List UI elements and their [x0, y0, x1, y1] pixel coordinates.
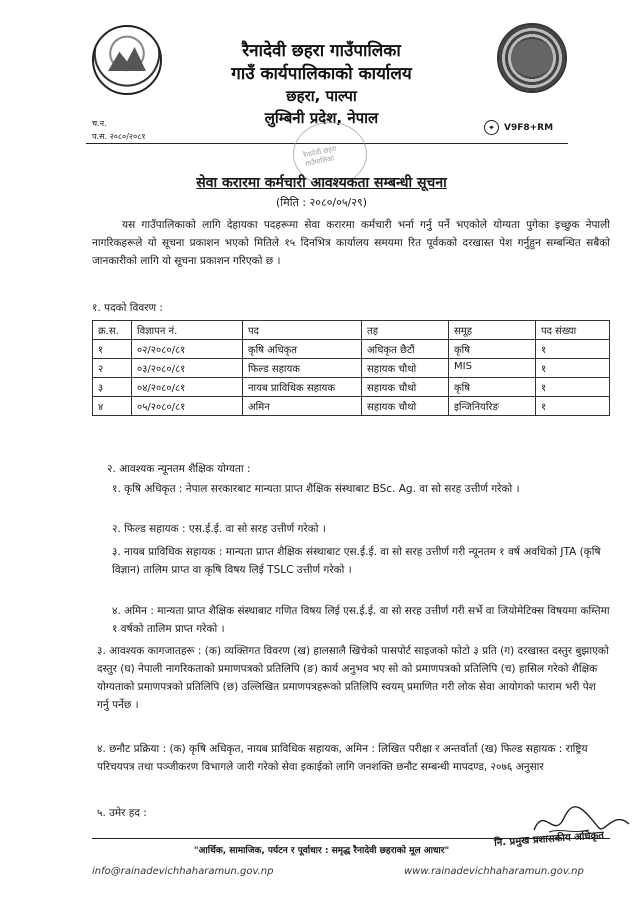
table-cell: ०५/२०८०/८१: [132, 397, 243, 416]
letter-number-label: प.स. २०८०/२०८१: [92, 132, 146, 141]
table-cell: अमिन: [243, 397, 362, 416]
table-cell: १: [536, 359, 610, 378]
table-cell: कृषि: [449, 340, 536, 359]
table-cell: कृषि अधिकृत: [243, 340, 362, 359]
footer-email: info@rainadevichhaharamun.gov.np: [92, 866, 274, 877]
table-cell: फिल्ड सहायक: [243, 359, 362, 378]
qualification-item: ३. नायब प्राविधिक सहायक : मान्यता प्राप्त शैक्षिक संस्थाबाट एस.ई.ई. वा सो सरह उत्तीर्ण गरी न्यूनतम १ वर्ष अवधिको JTA (कृषि विज्ञान) तालिम प्राप्त वा कृषि विषय लिई TSLC उत्तीर्ण गरेको ।: [112, 546, 601, 576]
documents-required: ३. आवश्यक कागजातहरू : (क) व्यक्तिगत विवरण (ख) हालसालै खिचेको पासपोर्ट साइजको फोटो ३ प्रति (ग) दरखास्त दस्तुर बुझाएको दस्तुर (घ) नेपाली नागरिकताको प्रमाणपत्रको प्रतिलिपि (ङ) कार्य अनुभव भए सो को प्रमाणपत्रको प्रतिलिपि (च) हासिल गरेको शैक्षिक योग्यताको प्रमाणपत्रको प्रतिलिपि (छ) उल्लिखित प्रमाणपत्रहरूको प्रतिलिपि स्वयम् प्रमाणित गरी लोक सेवा आयोगको फाराम भरी पेश गर्नु पर्नेछ ।: [97, 645, 609, 711]
table-row: [93, 359, 610, 378]
notice-date: (मिति : २०८०/०५/२९): [276, 196, 367, 209]
table-cell: २: [93, 359, 132, 378]
notice-intro: यस गाउँपालिकाको लागि देहायका पदहरूमा सेवा करारमा कर्मचारी भर्ना गर्नु पर्ने भएकोले योग्यता पुगेका इच्छुक नेपाली नागरिकहरूले यो सूचना प्रकाशन भएको मितिले १५ दिनभित्र कार्यालय समयमा रित पूर्वकको दरखास्त पेश गर्नुहुन सम्बन्धित सबैको जानकारीको लागि यो सूचना प्रकाशन गरिएको छ ।: [92, 219, 610, 267]
table-cell: १: [536, 340, 610, 359]
table-header-row: [93, 321, 610, 340]
province-name: लुम्बिनी प्रदेश, नेपाल: [264, 109, 379, 127]
table-cell: १: [536, 378, 610, 397]
footer-slogan: "आर्थिक, सामाजिक, पर्यटन र पूर्वाधार : समृद्ध रैनादेवी छहराको मूल आधार": [193, 846, 450, 856]
table-cell: ०३/२०८०/८१: [132, 359, 243, 378]
table-cell: १: [93, 340, 132, 359]
age-limit-heading: ५. उमेर हद :: [97, 807, 147, 819]
col-level: तह: [362, 321, 449, 340]
office-stamp: रैनादेवी छहरा गाउँपालिका: [293, 122, 367, 186]
table-cell: अधिकृत छैटौं: [362, 340, 449, 359]
table-cell: सहायक चौथो: [362, 378, 449, 397]
section1-heading: १. पदको विवरण :: [92, 302, 163, 314]
qualification-item: ४. अमिन : मान्यता प्राप्त शैक्षिक संस्थाबाट गणित विषय लिई एस.ई.ई. वा सो सरह उत्तीर्ण गरी सर्भे वा जियोमेटिक्स विषयमा कम्तिमा १ वर्षको तालिम प्राप्त गरेको ।: [112, 605, 610, 635]
table-cell: सहायक चौथो: [362, 397, 449, 416]
table-cell: इन्जिनियरिङ: [449, 397, 536, 416]
table-cell: ०२/२०८०/८१: [132, 340, 243, 359]
col-post: पद: [243, 321, 362, 340]
table-cell: कृषि: [449, 378, 536, 397]
location-pin-icon: ⌖: [484, 120, 499, 135]
table-cell: ४: [93, 397, 132, 416]
table-cell: १: [536, 397, 610, 416]
footer-website: www.rainadevichhaharamun.gov.np: [404, 866, 584, 877]
col-sn: क्र.स.: [93, 321, 132, 340]
section2-heading: २. आवश्यक न्यूनतम शैक्षिक योग्यता :: [107, 463, 251, 475]
col-count: पद संख्या: [536, 321, 610, 340]
notice-title: सेवा करारमा कर्मचारी आवश्यकता सम्बन्धी सूचना: [196, 175, 447, 191]
footer-divider: [92, 838, 610, 839]
table-row: [93, 378, 610, 397]
signatory-title: नि. प्रमुख प्रशासकीय अधिकृत: [493, 830, 605, 849]
selection-process: ४. छनौट प्रक्रिया : (क) कृषि अधिकृत, नायब प्राविधिक सहायक, अमिन : लिखित परीक्षा र अन्तर्वार्ता (ख) फिल्ड सहायक : राष्ट्रिय परिचयपत्र तथा पञ्जीकरण विभागले जारी गरेको सेवा इकाईको लागि जनशक्ति छनौट सम्बन्धी मापदण्ड, २०७६ अनुसार: [97, 743, 588, 773]
table-cell: ०४/२०८०/८१: [132, 378, 243, 397]
table-cell: ३: [93, 378, 132, 397]
col-group: समूह: [449, 321, 536, 340]
reference-numbers: [92, 117, 146, 143]
qualification-item: १. कृषि अधिकृत : नेपाल सरकारबाट मान्यता प्राप्त शैक्षिक संस्थाबाट BSc. Ag. वा सो सरह उत्तीर्ण गरेको ।: [112, 483, 520, 495]
table-row: [93, 397, 610, 416]
plus-code-text: V9F8+RM: [504, 122, 554, 133]
dispatch-number-label: च.न.: [92, 119, 107, 128]
qualification-item: २. फिल्ड सहायक : एस.ई.ई. वा सो सरह उत्तीर्ण गरेको ।: [112, 523, 326, 535]
municipality-name: रैनादेवी छहरा गाउँपालिका: [242, 41, 401, 61]
office-address: छहरा, पाल्पा: [286, 87, 357, 105]
plus-code: [484, 120, 553, 135]
table-cell: सहायक चौथो: [362, 359, 449, 378]
table-cell: MIS: [449, 359, 536, 378]
office-name: गाउँ कार्यपालिकाको कार्यालय: [231, 64, 412, 84]
table-row: [93, 340, 610, 359]
table-cell: नायब प्राविधिक सहायक: [243, 378, 362, 397]
col-ad-no: विज्ञापन नं.: [132, 321, 243, 340]
vacancy-table: [92, 320, 610, 416]
